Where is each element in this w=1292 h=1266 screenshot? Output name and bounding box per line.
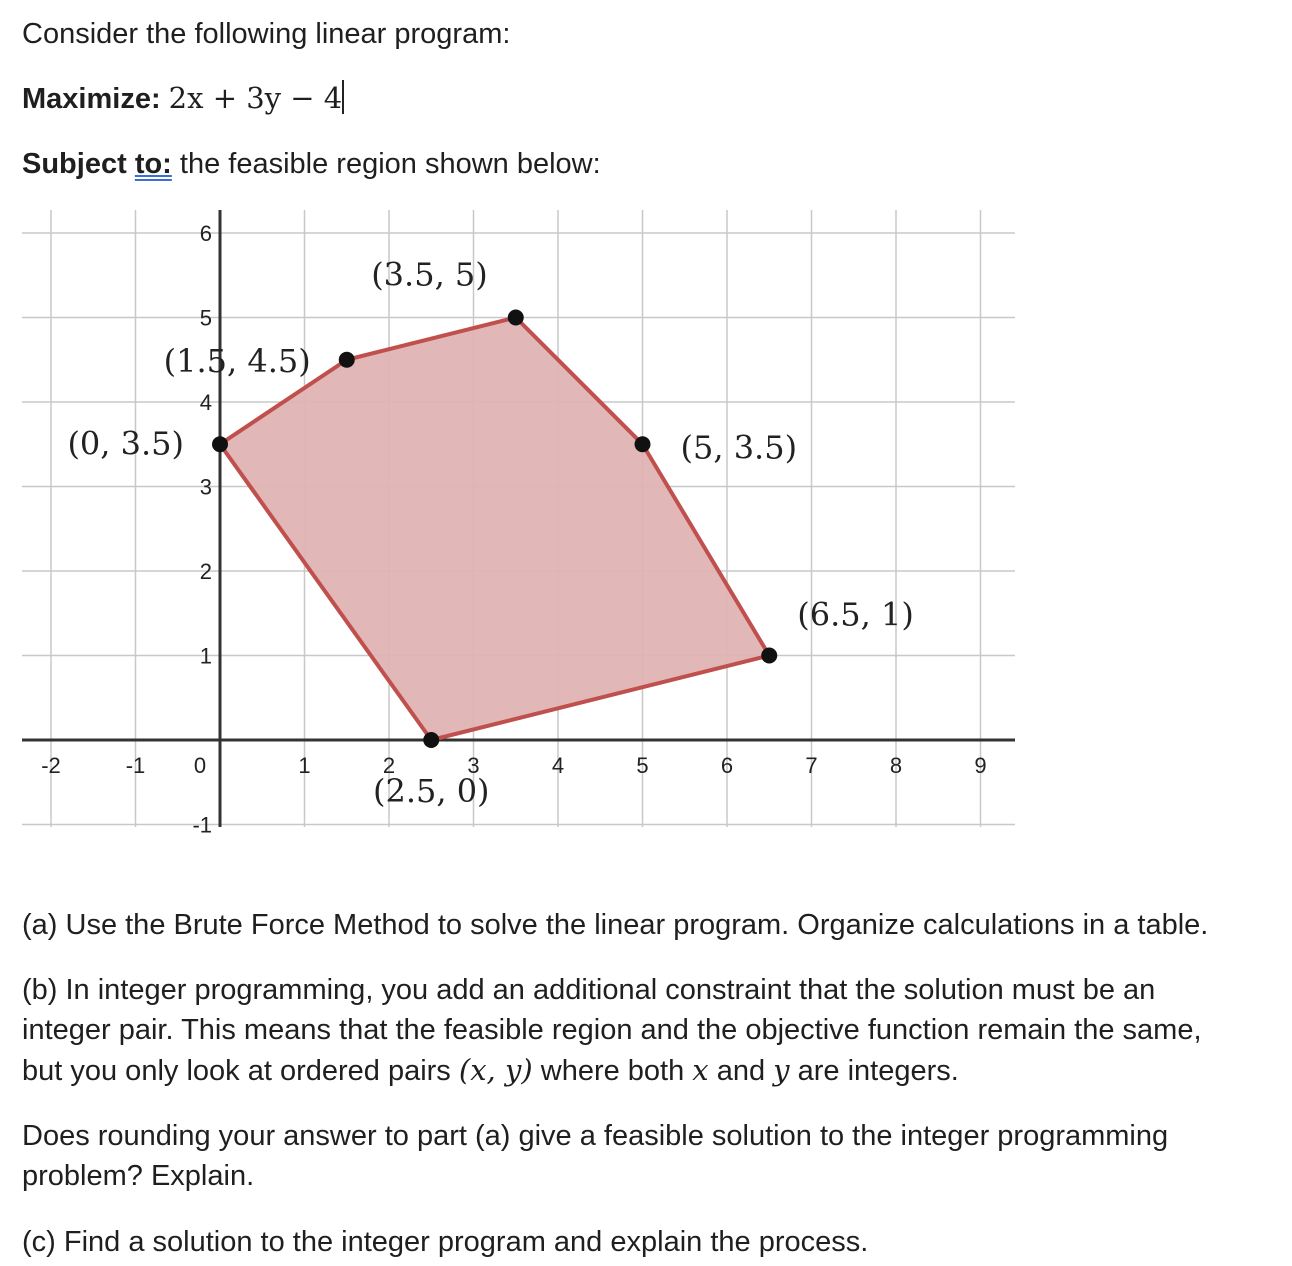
x-tick-label: 2 xyxy=(382,753,396,778)
x-tick-label: 6 xyxy=(720,753,734,778)
y-tick-label: 6 xyxy=(199,221,212,246)
var-x: x xyxy=(692,1053,709,1087)
question-c: (c) Find a solution to the integer program and explain the process. xyxy=(22,1226,869,1258)
objective-label: Maximize: xyxy=(22,83,161,115)
y-tick-label: -1 xyxy=(192,812,212,838)
x-tick-label: 3 xyxy=(467,753,480,778)
rounding-question xyxy=(22,1116,1282,1196)
question-b-line1: (b) In integer programming, you add an additional constraint that the solution must be an xyxy=(22,974,1156,1006)
x-tick-label: 9 xyxy=(974,753,987,778)
vertex-label: (2.5, 0) xyxy=(372,772,490,810)
x-tick-label: 1 xyxy=(298,753,311,778)
question-b-line3: but you only look at ordered pairs (x, y) where both x and y are integers. xyxy=(22,1053,959,1087)
intro-text: Consider the following linear program: xyxy=(22,18,511,50)
vertex-label: (3.5, 5) xyxy=(371,255,488,294)
y-tick-label: 1 xyxy=(199,643,212,669)
vertex-label: (0, 3.5) xyxy=(67,424,184,463)
y-tick-label: 3 xyxy=(199,474,212,500)
region xyxy=(220,318,769,741)
y-tick-label: 2 xyxy=(199,559,212,584)
x-tick-label: -2 xyxy=(41,753,61,778)
vertex-point xyxy=(212,436,228,452)
objective-expression[interactable]: 2x + 3y − 4 xyxy=(168,81,343,115)
vertex-point xyxy=(508,310,524,326)
rounding-line1: Does rounding your answer to part (a) give a feasible solution to the integer programming xyxy=(22,1120,1169,1152)
x-tick-label: 0 xyxy=(193,753,207,778)
vertex-point xyxy=(423,732,439,748)
vertex-point xyxy=(761,648,777,664)
vertex-label: (5, 3.5) xyxy=(680,428,798,467)
x-tick-label: -1 xyxy=(125,753,146,778)
x-tick-label: 5 xyxy=(636,753,649,778)
vertex-point xyxy=(339,352,355,368)
vertex-label: (6.5, 1) xyxy=(797,595,914,634)
y-tick-label: 4 xyxy=(199,390,212,415)
question-b xyxy=(22,970,1282,1091)
vertex-point xyxy=(635,436,651,452)
constraint-text: the feasible region shown below: xyxy=(179,148,601,180)
rounding-line2: problem? Explain. xyxy=(22,1160,255,1192)
question-b-line2: integer pair. This means that the feasible region and the objective function remain the same, xyxy=(22,1014,1202,1046)
text-cursor xyxy=(342,80,344,114)
constraint-label-to: to: xyxy=(134,148,172,180)
constraint-label-main: Subject xyxy=(22,148,127,180)
y-tick-label: 5 xyxy=(199,305,212,331)
constraint-line xyxy=(22,148,601,181)
objective-line xyxy=(22,80,344,116)
feasible-region xyxy=(220,318,769,741)
x-tick-label: 8 xyxy=(889,753,903,778)
feasible-region-graph xyxy=(0,195,1030,845)
ordered-pair: (x, y) xyxy=(458,1053,533,1087)
question-a: (a) Use the Brute Force Method to solve the linear program. Organize calculations in a table. xyxy=(22,909,1209,941)
vertex-label: (1.5, 4.5) xyxy=(163,341,311,380)
x-tick-label: 7 xyxy=(805,753,818,778)
var-y: y xyxy=(773,1053,790,1087)
x-tick-label: 4 xyxy=(551,753,565,778)
